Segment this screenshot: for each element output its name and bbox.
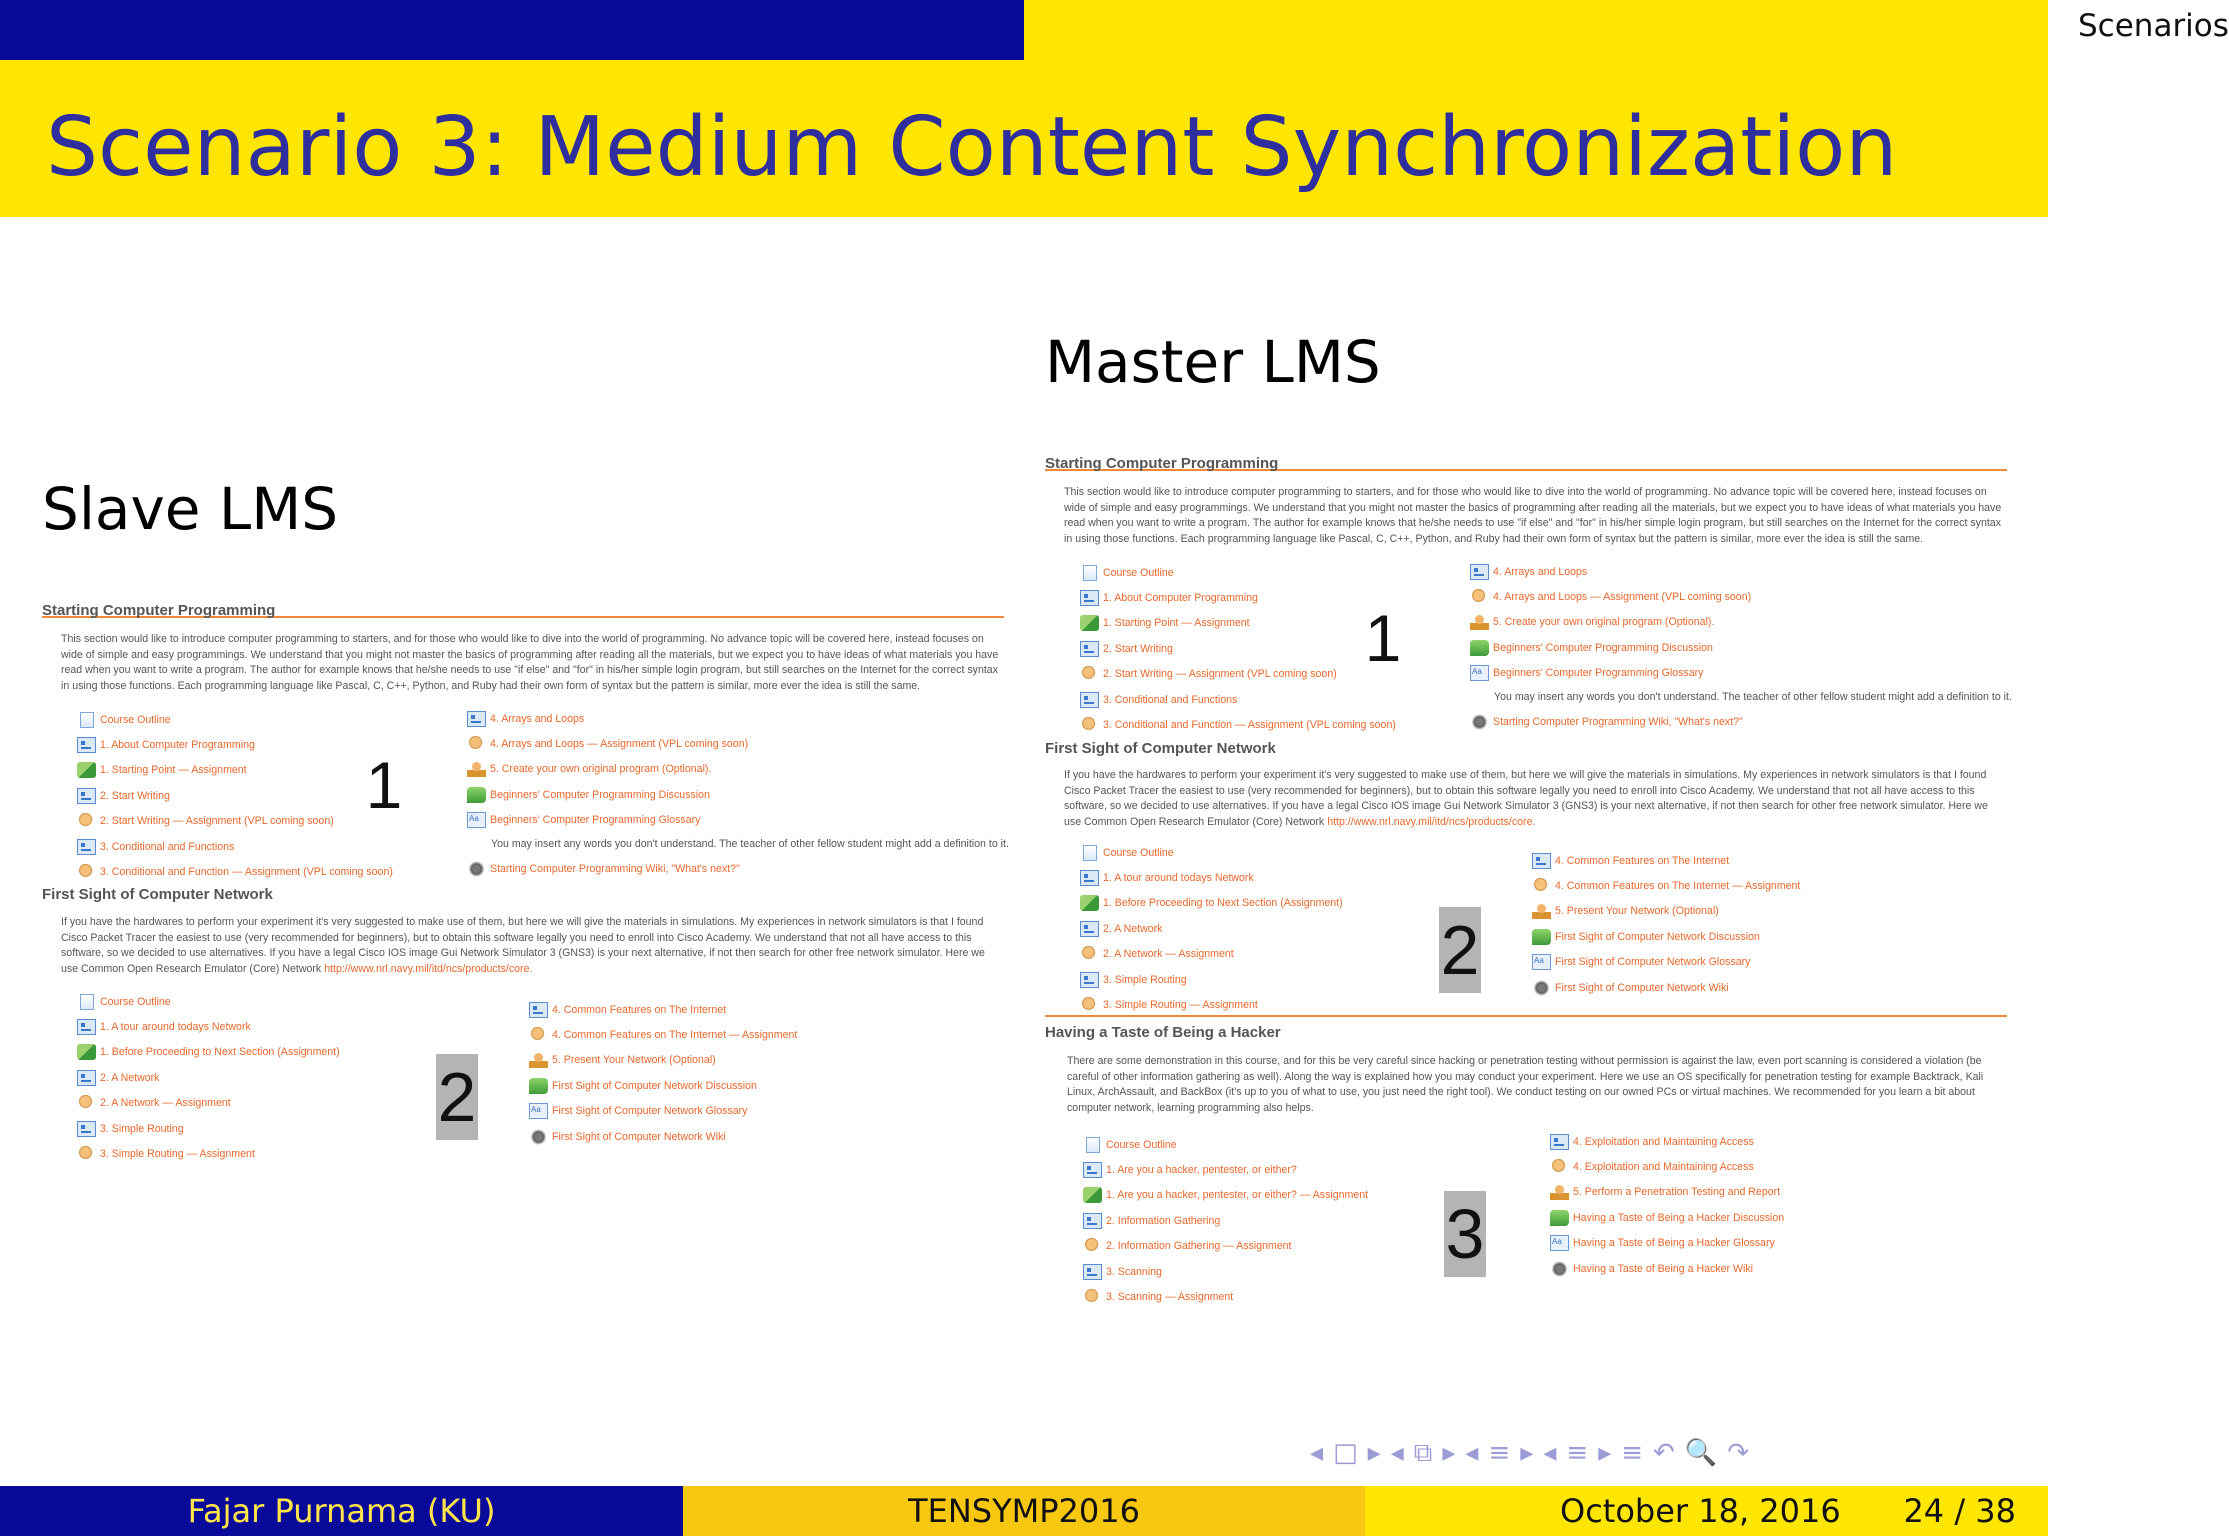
activity-label: 3. Scanning — Assignment (1106, 1291, 1234, 1304)
book-icon (1083, 1213, 1102, 1229)
book-icon (467, 711, 486, 727)
activity-list-left (1083, 1132, 1368, 1310)
wiki-icon (1550, 1261, 1569, 1277)
marker-1: 1 (1364, 601, 1402, 675)
activity-label: First Sight of Computer Network Glossary (1555, 956, 1751, 969)
footer-conference: TENSYMP2016 (683, 1486, 1365, 1536)
wiki-icon (1470, 714, 1489, 730)
choice-icon (1532, 903, 1551, 919)
nav-subsection-icon[interactable]: ⧉ (1413, 1438, 1433, 1468)
activity-label: Having a Taste of Being a Hacker Wiki (1573, 1262, 1753, 1275)
activity-link[interactable] (1532, 950, 1800, 975)
activity-link[interactable] (1080, 560, 1396, 585)
activity-link[interactable] (1470, 610, 2012, 635)
activity-label: 1. Are you a hacker, pentester, or either? — Assignment (1106, 1189, 1369, 1202)
activity-link[interactable] (1080, 992, 1343, 1017)
activity-label: 1. Before Proceeding to Next Section (Assignment) (100, 1046, 340, 1059)
activity-label: 4. Common Features on The Internet — Assignment (1555, 880, 1801, 893)
assignment-icon (467, 736, 486, 752)
activity-link[interactable] (1550, 1256, 1784, 1281)
activity-label: 5. Create your own original program (Optional). (490, 763, 712, 776)
activity-link[interactable] (1532, 873, 1800, 898)
glossary-icon (467, 812, 486, 828)
activity-label: First Sight of Computer Network Glossary (552, 1105, 748, 1118)
book-icon (1083, 1162, 1102, 1178)
nav-back-arrow-icon[interactable]: ◂ (1310, 1438, 1324, 1468)
activity-link[interactable] (1080, 840, 1343, 865)
activity-label: 2. Start Writing — Assignment (VPL coming soon) (100, 815, 334, 828)
nav-back-arrow-icon[interactable]: ◂ (1465, 1438, 1479, 1468)
activity-label: 1. About Computer Programming (1103, 592, 1258, 605)
assignment-icon (1083, 1238, 1102, 1254)
activity-label: 1. Starting Point — Assignment (1103, 617, 1250, 630)
section-description (1064, 768, 2004, 830)
page-icon (1083, 845, 1097, 861)
book-icon (77, 1121, 96, 1137)
book-icon (1080, 972, 1099, 988)
activity-label: Beginners' Computer Programming Discussion (490, 788, 710, 801)
section-description-text: If you have the hardwares to perform your experiment it's very suggested to make use of them, but here we will give the materials in simulations. My experiences in network simulators is that I found Cisco Packet Tracer the easiest to use (very recommended for beginners), but to obtain this software legally you need to enroll into Cisco Academy. We understand that not all have access to this software, so we decided to use alternatives. If you have a legal Cisco IOS image Gui Network Simulator 3 (GNS3) is your next alternative, if not then search for other free network simulator. Here we use Common Open Research Emulator (Core) Network (1064, 769, 1988, 828)
wiki-icon (467, 861, 486, 877)
activity-link[interactable] (77, 1116, 340, 1141)
activity-label: Beginners' Computer Programming Glossary (1493, 667, 1704, 680)
wiki-icon (529, 1129, 548, 1145)
activity-link[interactable] (529, 1124, 797, 1149)
forum-icon (1470, 640, 1489, 656)
forum-icon (529, 1078, 548, 1094)
activity-link[interactable] (1080, 611, 1396, 636)
activity-link[interactable] (1080, 942, 1343, 967)
section-description-text: If you have the hardwares to perform your experiment it's very suggested to make use of them, but here we will give the materials in simulations. My experiences in network simulators is that I found Cisco Packet Tracer the easiest to use (very recommended for beginners), but to obtain this software legally you need to enroll into Cisco Academy. We understand that not all have access to this software, so we decided to use alternatives. If you have a legal Cisco IOS image Gui Network Simulator 3 (GNS3) is your next alternative, if not then search for other free network simulator. Here we use Common Open Research Emulator (Core) Network (61, 916, 985, 975)
activity-link[interactable] (1080, 865, 1343, 890)
book-icon (77, 1019, 96, 1035)
activity-link[interactable] (1083, 1234, 1368, 1259)
assignment-icon (77, 813, 96, 829)
activity-label: Starting Computer Programming Wiki, "What's next?" (490, 862, 740, 875)
activity-link[interactable] (77, 989, 340, 1014)
book-icon (1083, 1264, 1102, 1280)
activity-link[interactable] (77, 1141, 340, 1166)
activity-link[interactable] (77, 1091, 340, 1116)
activity-label: First Sight of Computer Network Discussion (1555, 930, 1760, 943)
section-description: This section would like to introduce computer programming to starters, and for those who would like to dive into the world of programming. No advance topic will be covered here, instead focuses on wide of simple and easy programmings. We understand that you might not master the basics of programming after reading all the materials, but we expect you to have ideas of what materials you have read when you want to write a program. The author for example knows that he/she needs to use "if else" and "for" in his/her simple login program, but still searches on the Internet for the correct syntax in using those functions. Each programming language like Pascal, C, C++, Python, and Ruby had their own form of syntax but the pattern is similar, more ever the idea is still the same. (1064, 486, 2002, 545)
activity-label: 2. A Network (1103, 922, 1163, 935)
nav-left-band (0, 0, 1024, 60)
activity-link[interactable] (1080, 916, 1343, 941)
activity-label: 4. Arrays and Loops — Assignment (VPL coming soon) (1493, 591, 1752, 604)
master-lms-label: Master LMS (1045, 328, 1381, 396)
page-icon (1086, 1137, 1100, 1153)
book-icon (1080, 590, 1099, 606)
slave-lms-screenshot (42, 602, 1009, 1182)
nav-undo-icon[interactable]: ↶ (1653, 1438, 1675, 1468)
activity-link[interactable] (467, 757, 1009, 782)
activity-label: 2. A Network (100, 1071, 160, 1084)
footer-bar (0, 1486, 2048, 1536)
book-icon (1080, 641, 1099, 657)
activity-link[interactable] (1470, 559, 2012, 584)
assignment-icon (77, 864, 96, 880)
book-icon (77, 737, 96, 753)
beamer-nav-symbols (1310, 1438, 2040, 1474)
activity-link[interactable] (77, 1014, 340, 1039)
master-lms-screenshot (1045, 455, 2012, 1325)
activity-label: First Sight of Computer Network Wiki (1555, 981, 1729, 994)
choice-icon (1470, 614, 1489, 630)
activity-list-right-items (1470, 559, 2012, 686)
activity-list-right (1550, 1129, 1784, 1281)
activity-link[interactable] (1083, 1259, 1368, 1284)
nav-search-icon[interactable]: 🔍 (1684, 1438, 1718, 1468)
book-icon (1080, 692, 1099, 708)
nav-appendix-icon[interactable]: ≡ (1621, 1438, 1644, 1468)
glossary-icon (1470, 665, 1489, 681)
activity-label: 2. A Network — Assignment (1103, 948, 1234, 961)
choice-icon (529, 1052, 548, 1068)
activity-link[interactable] (77, 758, 393, 783)
activity-link[interactable] (77, 834, 393, 859)
activity-label: 1. A tour around todays Network (100, 1021, 251, 1034)
section-description (61, 915, 1001, 977)
page-icon (80, 712, 94, 728)
slave-lms-label: Slave LMS (42, 475, 339, 543)
activity-link[interactable] (1550, 1154, 1784, 1179)
assignment-icon (1080, 997, 1099, 1013)
forum-icon (1532, 929, 1551, 945)
assignment-icon (1470, 589, 1489, 605)
book-icon (529, 1002, 548, 1018)
activity-link[interactable] (467, 731, 1009, 756)
section-heading: Starting Computer Programming (1045, 455, 2007, 471)
activity-label: Course Outline (1103, 566, 1174, 579)
activity-label: Course Outline (1103, 846, 1174, 859)
activity-label: 2. Information Gathering — Assignment (1106, 1240, 1292, 1253)
book-icon (77, 788, 96, 804)
nav-section-icon[interactable]: ≡ (1488, 1438, 1511, 1468)
activity-label: Course Outline (100, 713, 171, 726)
activity-list-right (1470, 559, 2012, 734)
marker-2: 2 (436, 1054, 478, 1140)
activity-link[interactable] (1470, 661, 2012, 686)
activity-link[interactable] (77, 732, 393, 757)
activity-link[interactable] (1080, 712, 1396, 737)
activity-label: 4. Arrays and Loops — Assignment (VPL coming soon) (490, 738, 749, 751)
book-icon (1080, 870, 1099, 886)
activity-label: 5. Present Your Network (Optional) (552, 1054, 716, 1067)
activity-link[interactable] (1083, 1183, 1368, 1208)
nav-back-arrow-icon[interactable]: ◂ (1543, 1438, 1557, 1468)
section-heading: First Sight of Computer Network (42, 886, 273, 903)
activity-link[interactable] (77, 1040, 340, 1065)
section-nav-bar (0, 0, 2229, 60)
activity-list-left (1080, 560, 1396, 738)
footer-page-number: 24 / 38 (1903, 1492, 2016, 1530)
assignment-icon (77, 1146, 96, 1162)
activity-label: 2. Information Gathering (1106, 1214, 1221, 1227)
core-link[interactable]: http://www.nrl.navy.mil/itd/ncs/products/core. (1327, 815, 1536, 828)
activity-link[interactable] (529, 997, 797, 1022)
nav-forward-arrow-icon[interactable]: ▸ (1520, 1438, 1534, 1468)
activity-link[interactable] (1080, 636, 1396, 661)
assignment-icon (1080, 717, 1099, 733)
footer-right (1365, 1486, 2048, 1536)
nav-section-scenarios[interactable]: Scenarios (2078, 8, 2229, 44)
activity-label: 4. Arrays and Loops (1493, 565, 1588, 578)
glossary-icon (1532, 954, 1551, 970)
activity-link[interactable] (77, 783, 393, 808)
activity-label: 3. Conditional and Function — Assignment (VPL coming soon) (100, 866, 393, 879)
wiki-icon (1532, 980, 1551, 996)
activity-label: 1. A tour around todays Network (1103, 872, 1254, 885)
activity-label: First Sight of Computer Network Wiki (552, 1130, 726, 1143)
activity-label: 1. Are you a hacker, pentester, or either? (1106, 1164, 1297, 1177)
assignment-icon (529, 1027, 548, 1043)
book-icon (1550, 1134, 1569, 1150)
activity-label: Course Outline (1106, 1138, 1177, 1151)
section-divider (1045, 1015, 2007, 1017)
vpl-icon (77, 762, 96, 778)
activity-label: 2. Start Writing (1103, 642, 1173, 655)
activity-label: 2. Start Writing (100, 789, 170, 802)
activity-list-right (1532, 848, 1800, 1000)
nav-right-band (1024, 0, 2229, 60)
marker-3: 3 (1444, 1191, 1486, 1277)
activity-link[interactable] (467, 706, 1009, 731)
activity-link[interactable] (529, 1073, 797, 1098)
nav-presentation-icon[interactable]: ≡ (1566, 1438, 1589, 1468)
activity-label: 4. Common Features on The Internet (552, 1003, 727, 1016)
activity-label: Beginners' Computer Programming Discussion (1493, 641, 1713, 654)
section-description: There are some demonstration in this course, and for this be very careful since hacking or penetration testing without permission is against the law, even port scanning is considered a violation (be careful of other information gathering as well). Along the way is explained how you may conduct your experiment. Here we use an OS specifically for penetration testing for example Backtrack, Kali Linux, ArchAssault, and BackBox (it's up to you of what to use, you just need the right tool). We conduct testing on our owned PCs or virtual machines. We recommended for you learn a bit about computer network, learning programming also helps. (1067, 1055, 1984, 1114)
activity-label: Beginners' Computer Programming Glossary (490, 814, 701, 827)
activity-label: 1. About Computer Programming (100, 739, 255, 752)
activity-link[interactable] (1550, 1231, 1784, 1256)
assignment-icon (1550, 1159, 1569, 1175)
activity-link[interactable] (1532, 848, 1800, 873)
activity-link[interactable] (467, 782, 1009, 807)
activity-label: 4. Common Features on The Internet — Assignment (552, 1029, 798, 1042)
assignment-icon (1532, 878, 1551, 894)
activity-label: 3. Conditional and Functions (100, 840, 235, 853)
nav-frame-icon[interactable]: □ (1333, 1438, 1358, 1468)
assignment-icon (77, 1095, 96, 1111)
activity-link[interactable] (467, 856, 1009, 881)
footer-date: October 18, 2016 (1560, 1492, 1841, 1530)
title-band (0, 60, 2048, 217)
activity-link[interactable] (529, 1048, 797, 1073)
activity-link[interactable] (77, 809, 393, 834)
activity-label: First Sight of Computer Network Discussion (552, 1079, 757, 1092)
book-icon (1470, 564, 1489, 580)
activity-label: 2. A Network — Assignment (100, 1097, 231, 1110)
activity-label: 4. Arrays and Loops (490, 712, 585, 725)
activity-label: 3. Conditional and Functions (1103, 693, 1238, 706)
activity-label: 3. Simple Routing (100, 1122, 184, 1135)
activity-link[interactable] (77, 1065, 340, 1090)
vpl-icon (1080, 615, 1099, 631)
section-heading: Starting Computer Programming (42, 602, 1004, 618)
activity-list-left (77, 707, 393, 885)
activity-label: 3. Simple Routing — Assignment (100, 1148, 255, 1161)
activity-link[interactable] (1532, 924, 1800, 949)
activity-label: 2. Start Writing — Assignment (VPL coming soon) (1103, 668, 1337, 681)
activity-link[interactable] (1532, 975, 1800, 1000)
activity-link[interactable] (1470, 709, 2012, 734)
activity-list-left (1080, 840, 1343, 1018)
nav-forward-arrow-icon[interactable]: ▸ (1367, 1438, 1381, 1468)
activity-link[interactable] (1080, 662, 1396, 687)
activity-list-left (77, 989, 340, 1167)
footer-author: Fajar Purnama (KU) (0, 1486, 683, 1536)
activity-list-right-items (467, 706, 1009, 833)
activity-label: Course Outline (100, 995, 171, 1008)
glossary-note: You may insert any words you don't understand. The teacher of other fellow student might add a definition to it. (1494, 691, 2012, 704)
activity-link[interactable] (1083, 1208, 1368, 1233)
activity-link[interactable] (1550, 1129, 1784, 1154)
nav-forward-arrow-icon[interactable]: ▸ (1442, 1438, 1456, 1468)
core-link[interactable]: http://www.nrl.navy.mil/itd/ncs/products/core. (324, 962, 533, 975)
nav-redo-icon[interactable]: ↷ (1727, 1438, 1750, 1468)
activity-link[interactable] (467, 808, 1009, 833)
activity-link[interactable] (1550, 1205, 1784, 1230)
activity-link[interactable] (1083, 1284, 1368, 1309)
activity-label: Starting Computer Programming Wiki, "What's next?" (1493, 715, 1743, 728)
slide-title: Scenario 3: Medium Content Synchronization (46, 100, 1898, 195)
section-description: This section would like to introduce computer programming to starters, and for those who would like to dive into the world of programming. No advance topic will be covered here, instead focuses on wide of simple and easy programmings. We understand that you might not master the basics of programming after reading all the materials, but we expect you to have ideas of what materials you have read when you want to write a program. The author for example knows that he/she needs to use "if else" and "for" in his/her simple login program, but still searches on the Internet for the correct syntax in using those functions. Each programming language like Pascal, C, C++, Python, and Ruby had their own form of syntax but the pattern is similar, more ever the idea is still the same. (61, 633, 999, 692)
vpl-icon (77, 1044, 96, 1060)
activity-link[interactable] (1080, 891, 1343, 916)
activity-label: 1. Before Proceeding to Next Section (Assignment) (1103, 897, 1343, 910)
activity-label: 3. Conditional and Function — Assignment (VPL coming soon) (1103, 719, 1396, 732)
choice-icon (1550, 1184, 1569, 1200)
activity-link[interactable] (1532, 899, 1800, 924)
book-icon (77, 1070, 96, 1086)
nav-forward-arrow-icon[interactable]: ▸ (1598, 1438, 1612, 1468)
page-icon (80, 994, 94, 1010)
page-icon (1083, 565, 1097, 581)
activity-list-right (467, 706, 1009, 881)
activity-label: 3. Scanning (1106, 1265, 1162, 1278)
activity-label: 4. Common Features on The Internet (1555, 854, 1730, 867)
activity-list-right (529, 997, 797, 1149)
choice-icon (467, 761, 486, 777)
assignment-icon (1080, 946, 1099, 962)
forum-icon (1550, 1210, 1569, 1226)
assignment-icon (1080, 666, 1099, 682)
activity-link[interactable] (1080, 967, 1343, 992)
activity-label: 5. Present Your Network (Optional) (1555, 905, 1719, 918)
book-icon (1532, 853, 1551, 869)
book-icon (1080, 921, 1099, 937)
activity-label: Having a Taste of Being a Hacker Discussion (1573, 1211, 1785, 1224)
vpl-icon (1080, 895, 1099, 911)
nav-back-arrow-icon[interactable]: ◂ (1390, 1438, 1404, 1468)
marker-2: 2 (1439, 907, 1481, 993)
activity-link[interactable] (1550, 1180, 1784, 1205)
activity-link[interactable] (529, 1022, 797, 1047)
section-heading: First Sight of Computer Network (1045, 740, 1276, 757)
activity-label: 1. Starting Point — Assignment (100, 764, 247, 777)
activity-label: 3. Simple Routing (1103, 973, 1187, 986)
activity-label: 4. Exploitation and Maintaining Access (1573, 1161, 1754, 1174)
activity-link[interactable] (1080, 687, 1396, 712)
activity-link[interactable] (1470, 635, 2012, 660)
glossary-note: You may insert any words you don't understand. The teacher of other fellow student might add a definition to it. (491, 838, 1009, 851)
activity-label: 4. Exploitation and Maintaining Access (1573, 1135, 1754, 1148)
book-icon (77, 839, 96, 855)
section-heading: Having a Taste of Being a Hacker (1045, 1024, 1281, 1041)
activity-link[interactable] (1470, 584, 2012, 609)
glossary-icon (529, 1103, 548, 1119)
activity-link[interactable] (1083, 1157, 1368, 1182)
activity-link[interactable] (1080, 585, 1396, 610)
assignment-icon (1083, 1289, 1102, 1305)
activity-label: 3. Simple Routing — Assignment (1103, 999, 1258, 1012)
activity-link[interactable] (77, 707, 393, 732)
marker-1: 1 (365, 748, 403, 822)
activity-link[interactable] (529, 1099, 797, 1124)
vpl-icon (1083, 1187, 1102, 1203)
glossary-icon (1550, 1235, 1569, 1251)
activity-link[interactable] (1083, 1132, 1368, 1157)
activity-label: 5. Create your own original program (Optional). (1493, 616, 1715, 629)
activity-label: Having a Taste of Being a Hacker Glossary (1573, 1237, 1775, 1250)
activity-link[interactable] (77, 859, 393, 884)
forum-icon (467, 787, 486, 803)
activity-label: 5. Perform a Penetration Testing and Report (1573, 1186, 1781, 1199)
